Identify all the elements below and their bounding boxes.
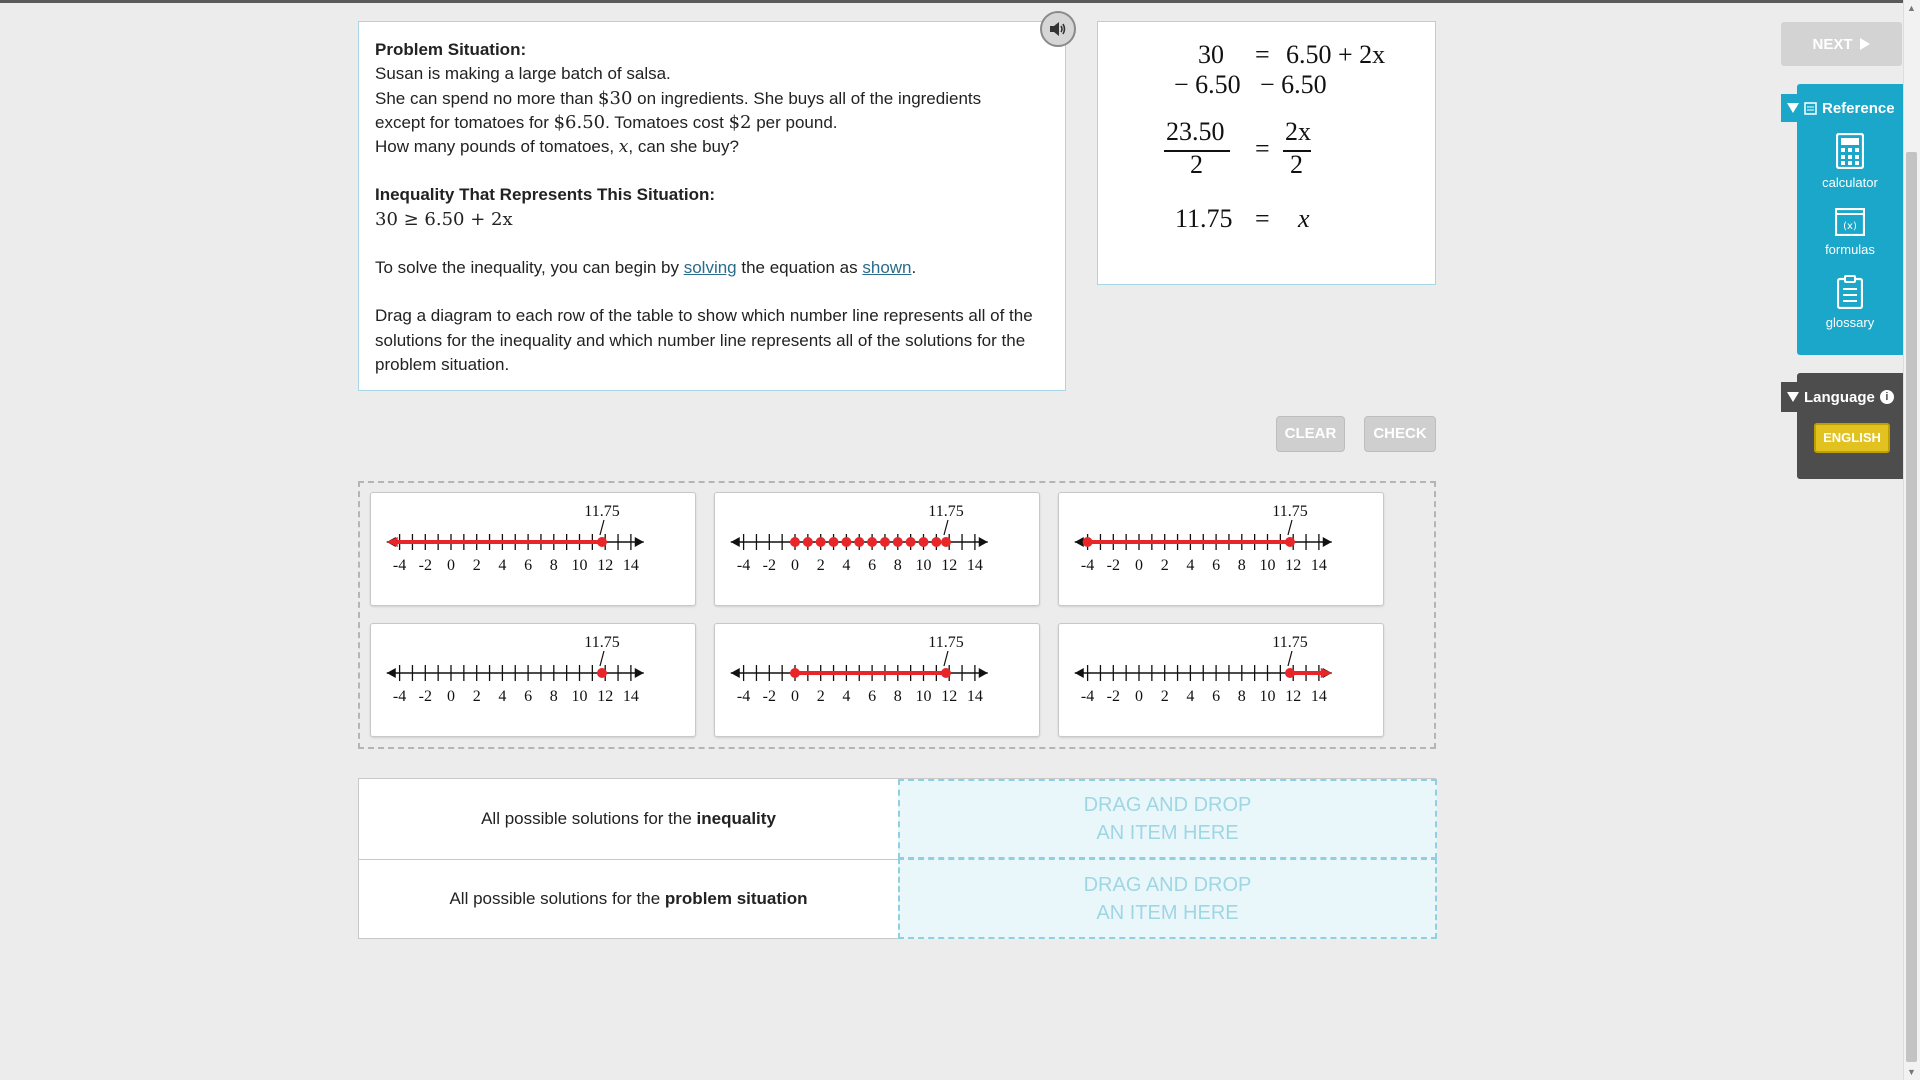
tick-label: 6 <box>524 557 533 574</box>
marker-label: 11.75 <box>928 634 964 651</box>
formulas-tool[interactable]: (x) formulas <box>1797 208 1903 257</box>
tick-label: 0 <box>791 688 799 705</box>
tick-label: 10 <box>915 557 932 574</box>
tick-label: 2 <box>472 557 481 574</box>
closed-dot <box>1083 537 1093 547</box>
tick-label: 4 <box>842 557 851 574</box>
axis-arrow-right <box>979 537 988 547</box>
audio-button[interactable] <box>1040 11 1076 47</box>
tick-label: 14 <box>1310 557 1327 574</box>
tick-label: 0 <box>1135 688 1143 705</box>
tick-label: 0 <box>447 688 455 705</box>
axis-arrow-left <box>387 668 396 678</box>
eq-r2-left: − 6.50 <box>1174 70 1241 99</box>
solution-dot <box>931 537 941 547</box>
number-line-diagram <box>371 493 697 607</box>
eq-r3-num-right: 2x <box>1285 117 1311 146</box>
eq-r4-left: 11.75 <box>1175 204 1233 233</box>
tick-label: 6 <box>1212 688 1221 705</box>
tick-label: 4 <box>1186 557 1195 574</box>
tick-label: -4 <box>1080 557 1095 574</box>
row-label-problem-situation: All possible solutions for the problem situation <box>449 889 808 908</box>
solution-arrow-left <box>387 537 398 547</box>
tick-label: 12 <box>597 557 614 574</box>
tick-label: 4 <box>1186 688 1195 705</box>
eq-r3-num-left: 23.50 <box>1166 117 1225 146</box>
eq-r1-right: 6.50 + 2x <box>1286 40 1386 69</box>
closed-dot <box>1285 668 1295 678</box>
tick-label: 10 <box>1259 557 1276 574</box>
number-line-tile-d[interactable] <box>370 623 696 737</box>
tick-label: -2 <box>762 557 776 574</box>
speaker-icon <box>1049 21 1067 37</box>
solution-dot <box>841 537 851 547</box>
tick-label: 14 <box>622 557 639 574</box>
svg-text:(x): (x) <box>1843 221 1857 232</box>
tick-label: -2 <box>418 557 432 574</box>
marker-pointer <box>600 520 604 535</box>
tick-label: 0 <box>791 557 799 574</box>
shown-link[interactable]: shown <box>862 258 912 278</box>
tick-label: 2 <box>816 688 825 705</box>
number-line-tile-e[interactable] <box>714 623 1040 737</box>
tick-label: 8 <box>549 557 558 574</box>
clear-button[interactable]: CLEAR <box>1276 416 1345 452</box>
tick-label: 14 <box>966 688 983 705</box>
eq-r4-right: x <box>1298 204 1310 233</box>
next-button[interactable]: NEXT <box>1781 22 1902 66</box>
tick-label: 12 <box>941 688 958 705</box>
marker-label: 11.75 <box>928 503 964 520</box>
tick-label: 12 <box>597 688 614 705</box>
marker-label: 11.75 <box>584 503 620 520</box>
marker-label: 11.75 <box>1272 503 1308 520</box>
problem-heading: Problem Situation: <box>375 40 527 59</box>
solution-dot <box>816 537 826 547</box>
calculator-tool[interactable]: calculator <box>1797 133 1903 190</box>
glossary-icon <box>1837 275 1863 309</box>
closed-dot <box>941 537 951 547</box>
number-line-diagram <box>715 493 1041 607</box>
drop-zone-inequality[interactable]: DRAG AND DROP AN ITEM HERE <box>898 779 1437 859</box>
tick-label: -4 <box>1080 688 1095 705</box>
eq-r1-left: 30 <box>1198 40 1224 69</box>
axis-arrow-right <box>1323 537 1332 547</box>
number-line-diagram <box>371 624 697 738</box>
play-arrow-icon <box>1859 38 1871 50</box>
tick-label: 6 <box>868 688 877 705</box>
tick-label: 8 <box>893 557 902 574</box>
tick-label: 8 <box>1237 557 1246 574</box>
eq-r3-equals: = <box>1255 134 1270 163</box>
eq-r3-den-right: 2 <box>1290 150 1303 179</box>
tick-label: 14 <box>966 557 983 574</box>
tick-label: 0 <box>447 557 455 574</box>
tick-label: 10 <box>571 688 588 705</box>
tick-label: 2 <box>1160 557 1169 574</box>
solution-dot <box>880 537 890 547</box>
closed-dot <box>941 668 951 678</box>
tick-label: -2 <box>1106 688 1120 705</box>
tick-label: 2 <box>472 688 481 705</box>
number-line-tile-f[interactable] <box>1058 623 1384 737</box>
english-language-button[interactable]: ENGLISH <box>1814 423 1890 453</box>
reference-icon <box>1804 102 1817 115</box>
reference-toggle[interactable]: Reference <box>1781 94 1903 122</box>
scrollbar-thumb[interactable] <box>1906 152 1917 1062</box>
solve-instruction: To solve the inequality, you can begin by solving the equation as shown. <box>375 258 917 278</box>
tick-label: 6 <box>524 688 533 705</box>
marker-label: 11.75 <box>584 634 620 651</box>
top-border <box>0 0 1920 3</box>
info-icon[interactable]: i <box>1880 390 1894 404</box>
scroll-down-icon[interactable]: ▼ <box>1907 1067 1916 1077</box>
language-toggle[interactable]: Language i <box>1781 382 1903 412</box>
problem-line: She can spend no more than $30 on ingredients. She buys all of the ingredients <box>375 87 982 109</box>
solution-dot <box>803 537 813 547</box>
formulas-icon <box>1835 208 1865 236</box>
tick-label: -4 <box>736 688 751 705</box>
marker-label: 11.75 <box>1272 634 1308 651</box>
closed-dot <box>597 668 607 678</box>
check-button[interactable]: CHECK <box>1364 416 1436 452</box>
scroll-up-icon[interactable]: ▲ <box>1907 3 1916 13</box>
axis-arrow-right <box>635 537 644 547</box>
tick-label: 10 <box>571 557 588 574</box>
solution-dot <box>906 537 916 547</box>
equation-card <box>1097 21 1436 285</box>
tick-label: 0 <box>1135 557 1143 574</box>
tick-label: 12 <box>1285 688 1302 705</box>
number-line-tile-c[interactable] <box>1058 492 1384 606</box>
tick-label: -4 <box>392 557 407 574</box>
problem-line: except for tomatoes for $6.50. Tomatoes cost $2 per pound. <box>375 111 838 133</box>
axis-arrow-right <box>635 668 644 678</box>
inequality-heading: Inequality That Represents This Situation: <box>375 185 716 205</box>
closed-dot <box>597 537 607 547</box>
axis-arrow-left <box>1075 668 1084 678</box>
number-line-tile-b[interactable] <box>714 492 1040 606</box>
number-line-diagram <box>715 624 1041 738</box>
marker-pointer <box>944 520 948 535</box>
answer-table <box>358 778 1436 939</box>
drag-instructions: Drag a diagram to each row of the table to show which number line represents all of the solutions for the inequality and which number line represents all of the solutions for the problem situation. <box>375 306 1033 374</box>
solution-dot <box>829 537 839 547</box>
problem-card <box>358 21 1066 391</box>
row-label-inequality: All possible solutions for the inequality <box>481 809 776 828</box>
solution-dot <box>893 537 903 547</box>
inequality-expression: 30 ≥ 6.50 + 2x <box>375 208 513 230</box>
tick-label: 8 <box>549 688 558 705</box>
axis-arrow-left <box>731 537 740 547</box>
marker-pointer <box>1288 520 1292 535</box>
draggable-tray <box>358 481 1436 749</box>
tick-label: -2 <box>762 688 776 705</box>
solution-dot <box>854 537 864 547</box>
tick-label: 4 <box>498 557 507 574</box>
number-line-diagram <box>1059 493 1385 607</box>
number-line-tile-a[interactable] <box>370 492 696 606</box>
tick-label: -4 <box>736 557 751 574</box>
calculator-icon <box>1836 133 1864 169</box>
tick-label: 14 <box>1310 688 1327 705</box>
marker-pointer <box>944 651 948 666</box>
tick-label: 10 <box>1259 688 1276 705</box>
tick-label: 2 <box>1160 688 1169 705</box>
tick-label: 8 <box>1237 688 1246 705</box>
tick-label: -4 <box>392 688 407 705</box>
solution-arrow-right <box>1321 668 1332 678</box>
number-line-diagram <box>1059 624 1385 738</box>
solution-dot <box>790 537 800 547</box>
tick-label: 12 <box>941 557 958 574</box>
tick-label: 14 <box>622 688 639 705</box>
tick-label: 10 <box>915 688 932 705</box>
marker-pointer <box>1288 651 1292 666</box>
drop-zone-problem-situation[interactable]: DRAG AND DROP AN ITEM HERE <box>898 858 1437 939</box>
solution-dot <box>919 537 929 547</box>
tick-label: 6 <box>1212 557 1221 574</box>
problem-line: Susan is making a large batch of salsa. <box>375 64 671 84</box>
closed-dot <box>1285 537 1295 547</box>
triangle-down-icon <box>1787 103 1799 113</box>
solving-link[interactable]: solving <box>683 258 737 278</box>
tick-label: 12 <box>1285 557 1302 574</box>
glossary-tool[interactable]: glossary <box>1797 275 1903 330</box>
tick-label: 4 <box>498 688 507 705</box>
eq-r3-den-left: 2 <box>1190 150 1203 179</box>
eq-r2-right: − 6.50 <box>1260 70 1327 99</box>
eq-r4-equals: = <box>1255 204 1270 233</box>
tick-label: -2 <box>1106 557 1120 574</box>
tick-label: 2 <box>816 557 825 574</box>
axis-arrow-left <box>1075 537 1084 547</box>
tick-label: -2 <box>418 688 432 705</box>
marker-pointer <box>600 651 604 666</box>
triangle-down-icon <box>1787 392 1799 402</box>
problem-line: How many pounds of tomatoes, x, can she buy? <box>375 137 739 158</box>
tick-label: 6 <box>868 557 877 574</box>
axis-arrow-left <box>731 668 740 678</box>
tick-label: 4 <box>842 688 851 705</box>
solution-dot <box>867 537 877 547</box>
closed-dot <box>790 668 800 678</box>
axis-arrow-right <box>979 668 988 678</box>
eq-r1-equals: = <box>1255 40 1270 69</box>
tick-label: 8 <box>893 688 902 705</box>
